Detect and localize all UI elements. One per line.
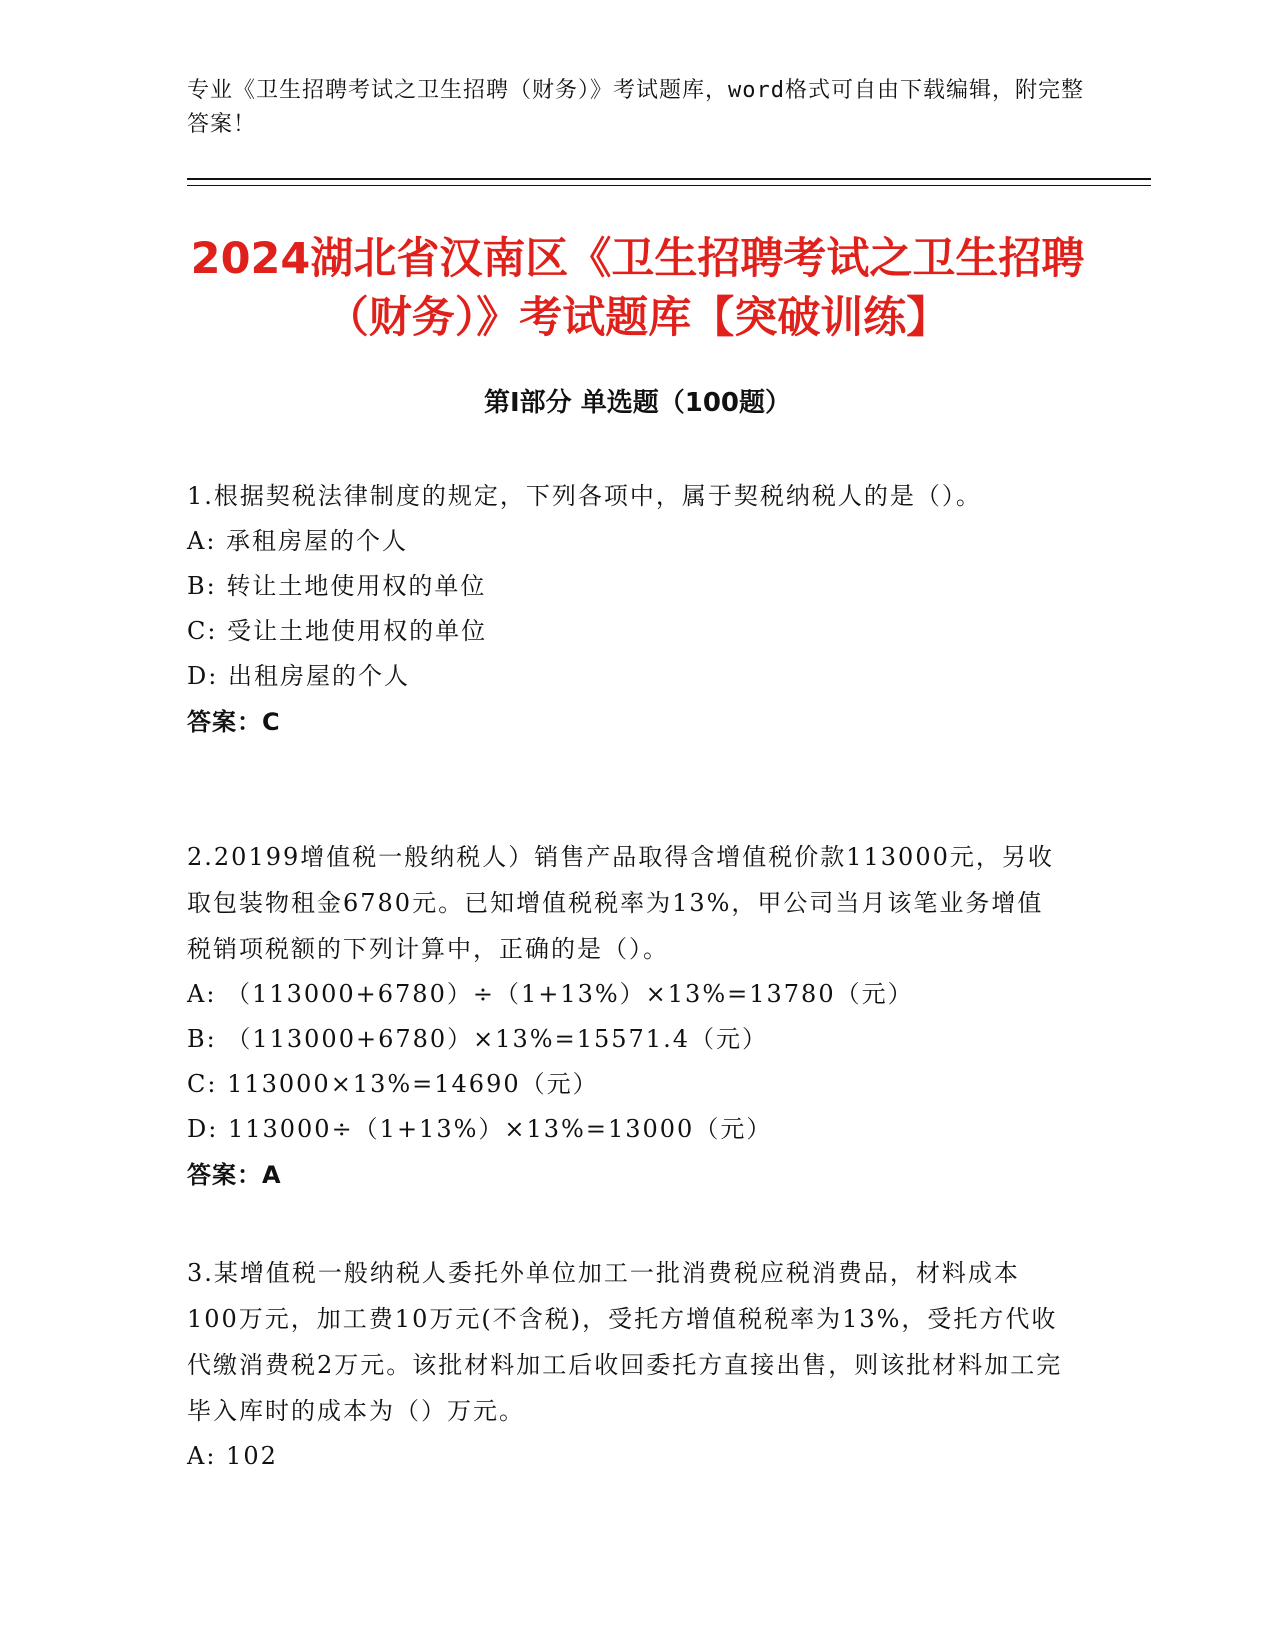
document-title: 2024湖北省汉南区《卫生招聘考试之卫生招聘（财务）》考试题库【突破训练】 [190, 234, 1085, 343]
answer: 答案：C [187, 708, 281, 736]
question-1 [187, 473, 1067, 745]
question-2 [187, 834, 1067, 1198]
question-stem: 2.20199增值税一般纳税人）销售产品取得含增值税价款113000元，另收取包装物租金6780元。已知增值税税率为13%，甲公司当月该笔业务增值税销项税额的下列计算中，正确的是（）。 [187, 843, 1054, 963]
option-d: D: 出租房屋的个人 [187, 662, 410, 690]
question-stem: 3.某增值税一般纳税人委托外单位加工一批消费税应税消费品，材料成本100万元，加工费10万元(不含税)，受托方增值税税率为13%，受托方代收代缴消费税2万元。该批材料加工后收回委托方直接出售，则该批材料加工完毕入库时的成本为（）万元。 [187, 1259, 1063, 1425]
option-c: C: 受让土地使用权的单位 [187, 617, 488, 645]
option-c: C: 113000×13%=14690（元） [187, 1070, 599, 1098]
option-d: D: 113000÷（1+13%）×13%=13000（元） [187, 1115, 773, 1143]
header-divider-thin [187, 185, 1151, 186]
option-b: B: （113000+6780）×13%=15571.4（元） [187, 1025, 768, 1053]
header-note: 专业《卫生招聘考试之卫生招聘（财务）》考试题库，word格式可自由下载编辑，附完整答案！ [187, 78, 1084, 137]
option-b: B: 转让土地使用权的单位 [187, 572, 487, 600]
option-a: A: （113000+6780）÷（1+13%）×13%=13780（元） [187, 980, 914, 1008]
section-heading: 第I部分 单选题（100题） [484, 388, 791, 418]
option-a: A: 承租房屋的个人 [187, 527, 409, 555]
question-3 [187, 1250, 1067, 1479]
question-stem: 1.根据契税法律制度的规定，下列各项中，属于契税纳税人的是（）。 [187, 482, 982, 510]
option-a: A: 102 [187, 1442, 278, 1470]
answer: 答案：A [187, 1161, 282, 1189]
header-divider [187, 178, 1151, 180]
